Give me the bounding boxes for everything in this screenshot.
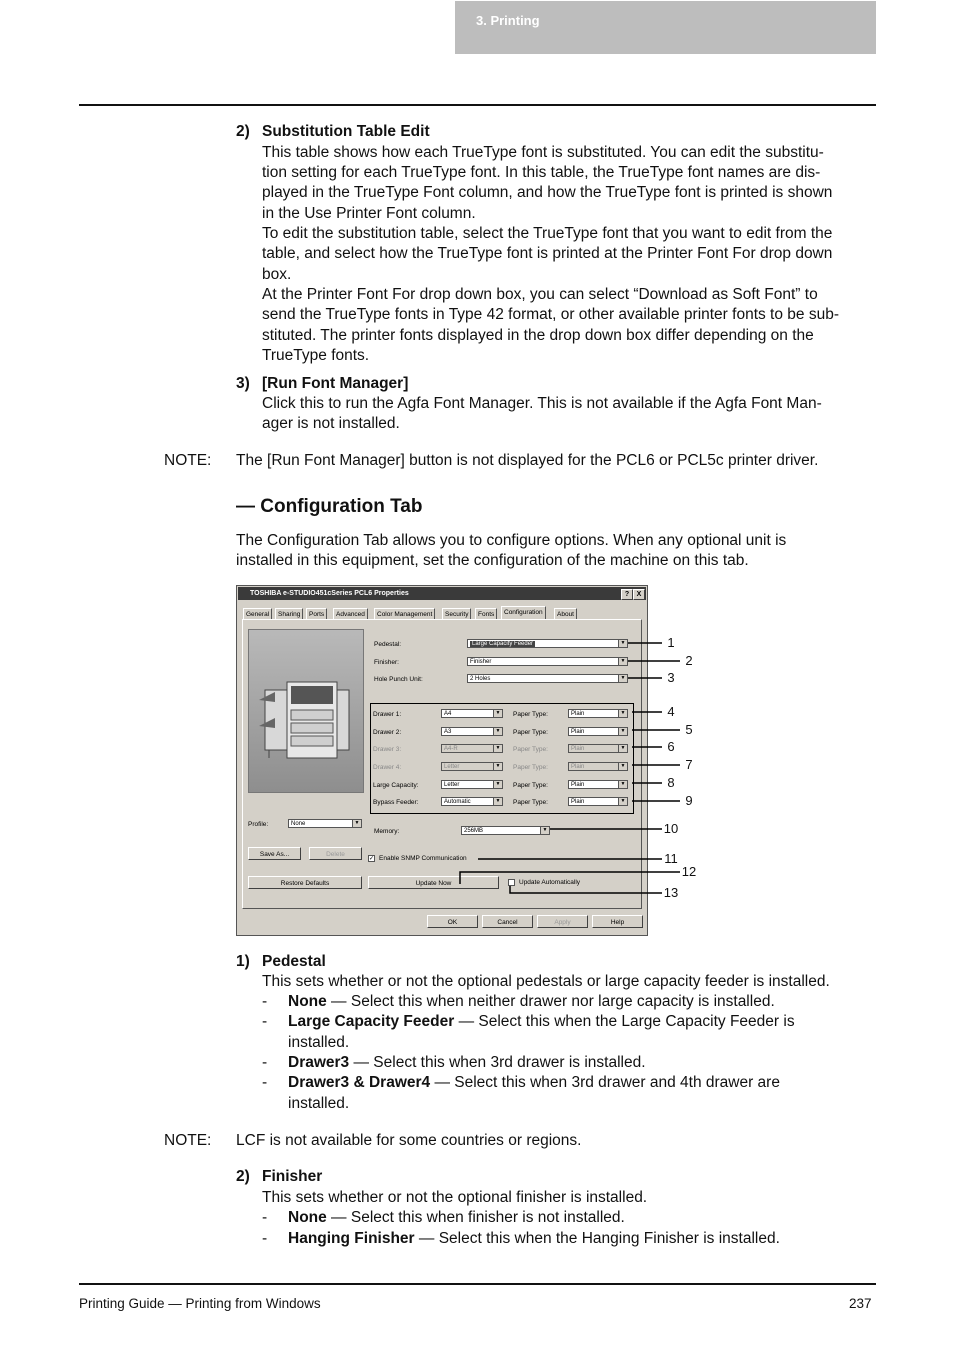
chevron-down-icon: ▼: [493, 763, 502, 770]
chevron-down-icon[interactable]: ▼: [618, 658, 627, 665]
update-now-button[interactable]: Update Now: [368, 876, 499, 889]
drawer4-paper-type-label: Paper Type:: [513, 764, 548, 771]
p1-b1-text: — Select this when neither drawer nor large capacity is installed.: [326, 993, 775, 1010]
note2-text: LCF is not available for some countries or regions.: [236, 1132, 582, 1149]
save-as-button[interactable]: Save As...: [248, 847, 301, 860]
p1-b3: [288, 1053, 646, 1073]
p2-b2: [288, 1229, 780, 1249]
lcf-type-select[interactable]: [568, 780, 628, 789]
p1-b2-text: — Select this when the Large Capacity Feeder is: [454, 1013, 795, 1030]
chevron-down-icon[interactable]: ▼: [493, 798, 502, 805]
memory-select[interactable]: [461, 826, 550, 835]
bypass-size-select[interactable]: [441, 797, 503, 806]
drawer2-size-select[interactable]: [441, 727, 503, 736]
p1-b4-bold: Drawer3 & Drawer4: [288, 1074, 431, 1091]
callout-4: 4: [667, 704, 675, 719]
tab-ports[interactable]: Ports: [306, 608, 327, 620]
apply-button: Apply: [537, 915, 588, 928]
p1-b4-dash: -: [262, 1074, 268, 1091]
pedestal-label: Pedestal:: [374, 641, 402, 648]
callout-6: 6: [667, 739, 675, 754]
p2-b1-text: — Select this when finisher is not installed.: [326, 1209, 625, 1226]
p2-b2-text: — Select this when the Hanging Finisher is installed.: [414, 1230, 780, 1247]
update-auto-label: Update Automatically: [519, 879, 581, 886]
dialog-title: TOSHIBA e-STUDIO451cSeries PCL6 Properties: [250, 590, 409, 597]
lcf-size-select[interactable]: [441, 780, 503, 789]
chevron-down-icon[interactable]: ▼: [493, 781, 502, 788]
bypass-type: Plain: [571, 799, 585, 805]
p2-desc: This sets whether or not the optional finisher is installed.: [262, 1189, 648, 1206]
s2-p3-l3: stituted. The printer fonts displayed in the drop down box differ depending on the: [262, 327, 814, 344]
printer-preview-image: [248, 629, 364, 793]
drawer1-type: Plain: [571, 711, 585, 717]
properties-dialog: [236, 585, 648, 936]
config-l1: The Configuration Tab allows you to configure options. When any optional unit is: [236, 532, 787, 549]
memory-label: Memory:: [374, 828, 400, 835]
profile-label: Profile:: [248, 821, 269, 828]
note2-label: NOTE:: [164, 1132, 212, 1149]
memory-value: 256MB: [464, 828, 484, 834]
p1-desc: This sets whether or not the optional pedestals or large capacity feeder is installed.: [262, 973, 830, 990]
chevron-down-icon[interactable]: ▼: [493, 728, 502, 735]
footer-rule: [79, 1283, 876, 1285]
s3-num: 3): [236, 375, 250, 392]
p2-b2-bold: Hanging Finisher: [288, 1230, 415, 1247]
bypass-size: Automatic: [444, 799, 471, 805]
callout-9: 9: [685, 793, 693, 808]
s3-title: [Run Font Manager]: [262, 375, 409, 392]
callout-3: 3: [667, 670, 675, 685]
holepunch-label: Hole Punch Unit:: [374, 676, 423, 683]
drawer4-size: Letter: [444, 764, 460, 770]
s3-l2: ager is not installed.: [262, 415, 400, 432]
profile-value: None: [291, 821, 306, 827]
close-button[interactable]: X: [633, 589, 645, 600]
help-button[interactable]: Help: [592, 915, 643, 928]
drawer2-label: Drawer 2:: [373, 729, 402, 736]
p1-b3-dash: -: [262, 1054, 268, 1071]
footer-title: Printing Guide — Printing from Windows: [79, 1296, 321, 1311]
lcf-type: Plain: [571, 782, 585, 788]
chevron-down-icon[interactable]: ▼: [540, 827, 549, 834]
tab-general[interactable]: General: [243, 608, 272, 620]
p1-b2-l2: installed.: [288, 1034, 350, 1051]
tab-configuration[interactable]: Configuration: [501, 606, 546, 620]
drawer1-type-select[interactable]: [568, 709, 628, 718]
callout-10: 10: [663, 821, 679, 836]
drawer3-label: Drawer 3:: [373, 746, 402, 753]
lcf-size: Letter: [444, 782, 460, 788]
s2-p1-l1: This table shows how each TrueType font is substituted. You can edit the substitu-: [262, 144, 824, 161]
s2-p2-l3: box.: [262, 266, 292, 283]
p1-b2-bold: Large Capacity Feeder: [288, 1013, 455, 1030]
drawer4-size-select: [441, 762, 503, 771]
finisher-value: Finisher: [470, 659, 492, 665]
help-title-button[interactable]: ?: [621, 589, 633, 600]
p2-num: 2): [236, 1168, 250, 1185]
snmp-checkbox[interactable]: ✓: [369, 856, 375, 862]
s2-p2-l1: To edit the substitution table, select the TrueType font that you want to edit from the: [262, 225, 833, 242]
ok-button[interactable]: OK: [427, 915, 478, 928]
header-rule: [79, 104, 876, 106]
callout-8: 8: [667, 775, 675, 790]
chevron-down-icon[interactable]: ▼: [618, 798, 627, 805]
p2-b2-dash: -: [262, 1230, 268, 1247]
p1-b1-dash: -: [262, 993, 268, 1010]
tab-security[interactable]: Security: [442, 608, 471, 620]
drawer3-size-select: [441, 744, 503, 753]
chevron-down-icon: ▼: [618, 763, 627, 770]
drawer4-type: Plain: [571, 764, 585, 770]
page-number: 237: [849, 1296, 872, 1311]
copier-illustration: [249, 630, 363, 792]
drawer4-type-select: [568, 762, 628, 771]
lcf-label: Large Capacity:: [373, 782, 419, 789]
drawer3-size: A4-R: [444, 746, 458, 752]
drawer2-size: A3: [444, 729, 452, 735]
dialog-titlebar: [238, 587, 646, 600]
holepunch-value: 2 Holes: [470, 676, 491, 682]
bypass-label: Bypass Feeder:: [373, 799, 419, 806]
tab-color-management[interactable]: Color Management: [374, 608, 435, 620]
note1-label: NOTE:: [164, 452, 212, 469]
drawer1-size-select[interactable]: [441, 709, 503, 718]
config-l2: installed in this equipment, set the configuration of the machine on this tab.: [236, 552, 749, 569]
chevron-down-icon: ▼: [493, 745, 502, 752]
drawer2-paper-type-label: Paper Type:: [513, 729, 548, 736]
p1-b1-bold: None: [288, 993, 327, 1010]
p2-title: Finisher: [262, 1168, 323, 1185]
chevron-down-icon[interactable]: ▼: [618, 728, 627, 735]
callout-11: 11: [664, 851, 678, 866]
chevron-down-icon[interactable]: ▼: [618, 675, 627, 682]
s3-l1: Click this to run the Agfa Font Manager. This is not available if the Agfa Font Man-: [262, 395, 822, 412]
p2-b1: [288, 1208, 625, 1228]
p1-b4-text: — Select this when 3rd drawer and 4th drawer are: [430, 1074, 780, 1091]
p2-b1-bold: None: [288, 1209, 327, 1226]
pedestal-value: Large Capacity Feeder: [472, 641, 534, 647]
tab-fonts[interactable]: Fonts: [475, 608, 497, 620]
chevron-down-icon[interactable]: ▼: [493, 710, 502, 717]
s2-p1-l4: in the Use Printer Font column.: [262, 205, 476, 222]
callout-7: 7: [685, 757, 693, 772]
config-heading: — Configuration Tab: [236, 496, 423, 517]
chevron-down-icon[interactable]: ▼: [352, 820, 361, 827]
lcf-paper-type-label: Paper Type:: [513, 782, 548, 789]
tab-advanced[interactable]: Advanced: [333, 608, 368, 620]
chevron-down-icon[interactable]: ▼: [618, 781, 627, 788]
p1-b4-l2: installed.: [288, 1095, 350, 1112]
callout-13: 13: [663, 885, 679, 900]
update-auto-checkbox[interactable]: [508, 879, 515, 886]
holepunch-select[interactable]: [467, 674, 628, 683]
p2-b1-dash: -: [262, 1209, 268, 1226]
drawer3-type: Plain: [571, 746, 585, 752]
drawer3-paper-type-label: Paper Type:: [513, 746, 548, 753]
p1-b3-bold: Drawer3: [288, 1054, 350, 1071]
s2-p1-l3: played in the TrueType Font column, and how the TrueType font is printed is shown: [262, 184, 833, 201]
drawer2-type: Plain: [571, 729, 585, 735]
drawer2-type-select[interactable]: [568, 727, 628, 736]
tab-sharing[interactable]: Sharing: [275, 608, 303, 620]
note1-text: The [Run Font Manager] button is not displayed for the PCL6 or PCL5c printer driver.: [236, 452, 819, 469]
callout-2: 2: [685, 653, 693, 668]
callout-5: 5: [685, 722, 693, 737]
pedestal-select[interactable]: [467, 639, 628, 648]
snmp-label: Enable SNMP Communication: [379, 855, 467, 862]
p1-b3-text: — Select this when 3rd drawer is installed.: [349, 1054, 646, 1071]
drawer1-label: Drawer 1:: [373, 711, 402, 718]
tab-about[interactable]: About: [554, 608, 577, 620]
s2-title: Substitution Table Edit: [262, 123, 430, 140]
chevron-down-icon[interactable]: ▼: [618, 710, 627, 717]
drawer1-paper-type-label: Paper Type:: [513, 711, 548, 718]
delete-button: Delete: [309, 847, 362, 860]
finisher-label: Finisher:: [374, 659, 399, 666]
cancel-button[interactable]: Cancel: [482, 915, 533, 928]
drawer3-type-select: [568, 744, 628, 753]
bypass-type-select[interactable]: [568, 797, 628, 806]
chapter-tab: [455, 1, 876, 54]
p1-b1: [288, 992, 775, 1012]
finisher-select[interactable]: [467, 657, 628, 666]
s2-p3-l1: At the Printer Font For drop down box, you can select “Download as Soft Font” to: [262, 286, 818, 303]
p1-title: Pedestal: [262, 953, 326, 970]
p1-b4: [288, 1073, 780, 1093]
p1-b2-dash: -: [262, 1013, 268, 1030]
bypass-paper-type-label: Paper Type:: [513, 799, 548, 806]
callout-1: 1: [667, 635, 675, 650]
s2-p3-l4: TrueType fonts.: [262, 347, 370, 364]
drawer1-size: A4: [444, 711, 452, 717]
callout-12: 12: [681, 864, 697, 879]
p1-num: 1): [236, 953, 250, 970]
s2-p3-l2: send the TrueType fonts in Type 42 format, or other available printer fonts to be sub-: [262, 306, 839, 323]
s2-p2-l2: table, and select how the TrueType font is printed at the Printer Font For drop down: [262, 245, 833, 262]
s2-p1-l2: tion setting for each TrueType font. In this table, the TrueType font names are dis-: [262, 164, 821, 181]
chevron-down-icon[interactable]: ▼: [618, 640, 627, 647]
p1-b2: [288, 1012, 795, 1032]
chapter-label: 3. Printing: [476, 13, 540, 28]
profile-select[interactable]: [288, 819, 362, 828]
s2-num: 2): [236, 123, 250, 140]
chevron-down-icon: ▼: [618, 745, 627, 752]
restore-defaults-button[interactable]: Restore Defaults: [248, 876, 362, 889]
drawer4-label: Drawer 4:: [373, 764, 402, 771]
